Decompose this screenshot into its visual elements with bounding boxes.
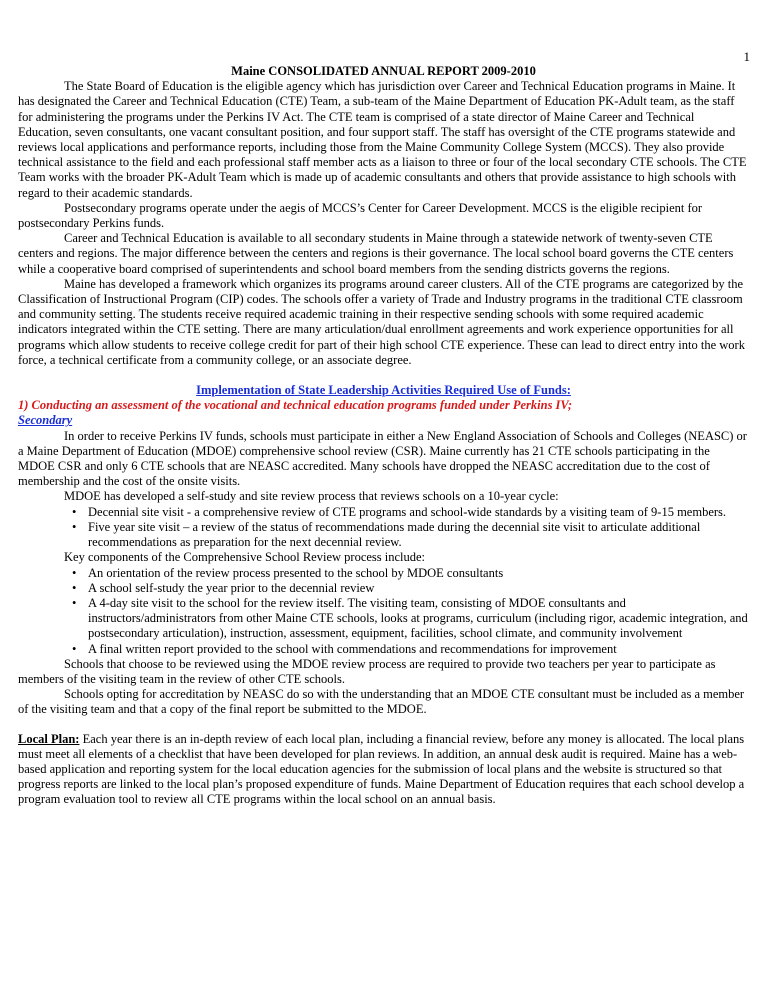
- section-heading-colon: :: [566, 383, 571, 398]
- review-cycle-list: [18, 505, 749, 551]
- list-item: • A final written report provided to the school with commendations and recommendations for improvement: [88, 642, 749, 657]
- section-heading: [18, 383, 749, 398]
- secondary-paragraph: In order to receive Perkins IV funds, schools must participate in either a New England Association of Schools and Colleges (NEASC) or a Maine Department of Education (MDOE) comprehensive school review (CSR). Maine currently has 21 CTE schools participating in the MDOE CSR and only 6 CTE schools that are NEASC accredited. Many schools have dropped the NEASC accreditation due to the cost of membership and the cost of the onsite visits.: [18, 428, 747, 489]
- document-body: [18, 64, 749, 808]
- section-heading-text: Implementation of State Leadership Activities Required Use of Funds: [196, 383, 567, 398]
- list-item: • A school self-study the year prior to the decennial review: [88, 581, 749, 596]
- report-title: Maine CONSOLIDATED ANNUAL REPORT 2009-2010: [231, 64, 536, 78]
- list-item: • An orientation of the review process presented to the school by MDOE consultants: [88, 566, 749, 581]
- closing-paragraph: Schools opting for accreditation by NEASC do so with the understanding that an MDOE CTE consultant must be included as a member of the visiting team and that a copy of the final report be submitted to the MDOE.: [18, 687, 745, 717]
- closing-paragraph: Schools that choose to be reviewed using the MDOE review process are required to provide two teachers per year to participate as members of the visiting team in the review of other CTE schools.: [18, 656, 716, 686]
- intro-paragraph: Postsecondary programs operate under the aegis of MCCS’s Center for Career Development. MCCS is the eligible recipient for postsecondary Perkins funds.: [18, 200, 703, 231]
- intro-paragraph: Maine has developed a framework which organizes its programs around career clusters. All of the CTE programs are categorized by the Classification of Instructional Program (CIP) codes. The schools offer a variety of Trade and Industry programs in the traditional CTE classroom and community setting. The students receive required academic training in their respective sending schools with some required academic indicators integrated within the CTE setting. There are many articulation/dual enrollment agreements and work experience opportunities for all programs which allow students to receive college credit for part of their high school CTE experience. These can lead to direct entry into the work force, a technical certificate from a community college, or an associate degree.: [18, 276, 745, 367]
- list-item: • A 4-day site visit to the school for the review itself. The visiting team, consisting of MDOE consultants and instructors/administrators from other Maine CTE schools, looks at programs, curriculum (including rigor, academic integration, and postsecondary articulation), instruction, assessment, equipment, facilities, school climate, and community involvement: [88, 596, 749, 642]
- local-plan-paragraph: [18, 732, 749, 808]
- item1-heading: 1) Conducting an assessment of the vocational and technical education programs funded under Perkins IV;: [18, 398, 572, 413]
- intro-paragraph: Career and Technical Education is available to all secondary students in Maine through a statewide network of twenty-seven CTE centers and regions. The major difference between the centers and regions is their governance. The local school board governs the CTE centers while a cooperative board comprised of superintendents and school board members from the sending districts governs the regions.: [18, 231, 734, 276]
- local-plan-text: Each year there is an in-depth review of each local plan, including a financial review, before any money is allocated. The local plans must meet all elements of a checklist that have been developed for plan reviews. In addition, an annual desk audit is required. Maine has a web-based application and reporting system for the local education agencies for the submission of local plans and the website is structured so that progress reports are linked to the local plan’s proposed expenditure of funds. Maine Department of Education requires that each school develop a program evaluation tool to review all CTE programs within the local school on an annual basis.: [18, 731, 745, 807]
- list-item: • Decennial site visit - a comprehensive review of CTE programs and school-wide standards by a visiting team of 9-15 members.: [88, 505, 749, 520]
- key-components-list: [18, 566, 749, 657]
- page-number: 1: [743, 49, 750, 64]
- list-item: • Five year site visit – a review of the status of recommendations made during the decennial site visit to articulate additional recommendations as preparation for the next decennial review.: [88, 520, 749, 550]
- secondary-subheading: Secondary: [18, 413, 73, 428]
- secondary-paragraph: MDOE has developed a self-study and site review process that reviews schools on a 10-year cycle:: [64, 489, 559, 504]
- intro-paragraph: The State Board of Education is the eligible agency which has jurisdiction over Career and Technical Education programs in Maine. It has designated the Career and Technical Education (CTE) Team, a sub-team of the Maine Department of Education PK-Adult team, as the staff for administering the programs under the Perkins IV Act. The CTE team is comprised of a state director of Maine Career and Technical Education, seven consultants, one vacant consultant position, and four support staff. The staff has oversight of the CTE programs statewide and reviews local applications and performance reports, including those from the Maine Community College System (MCCS). They also provide technical assistance to the field and each professional staff member acts as a liaison to three or four of the local secondary CTE schools. The CTE Team works with the broader PK-Adult Team which is made up of academic consultants and others that provide assistance to high schools with regard to their academic standards.: [18, 79, 747, 200]
- key-components-intro: Key components of the Comprehensive School Review process include:: [64, 550, 426, 565]
- local-plan-label: Local Plan:: [18, 731, 80, 746]
